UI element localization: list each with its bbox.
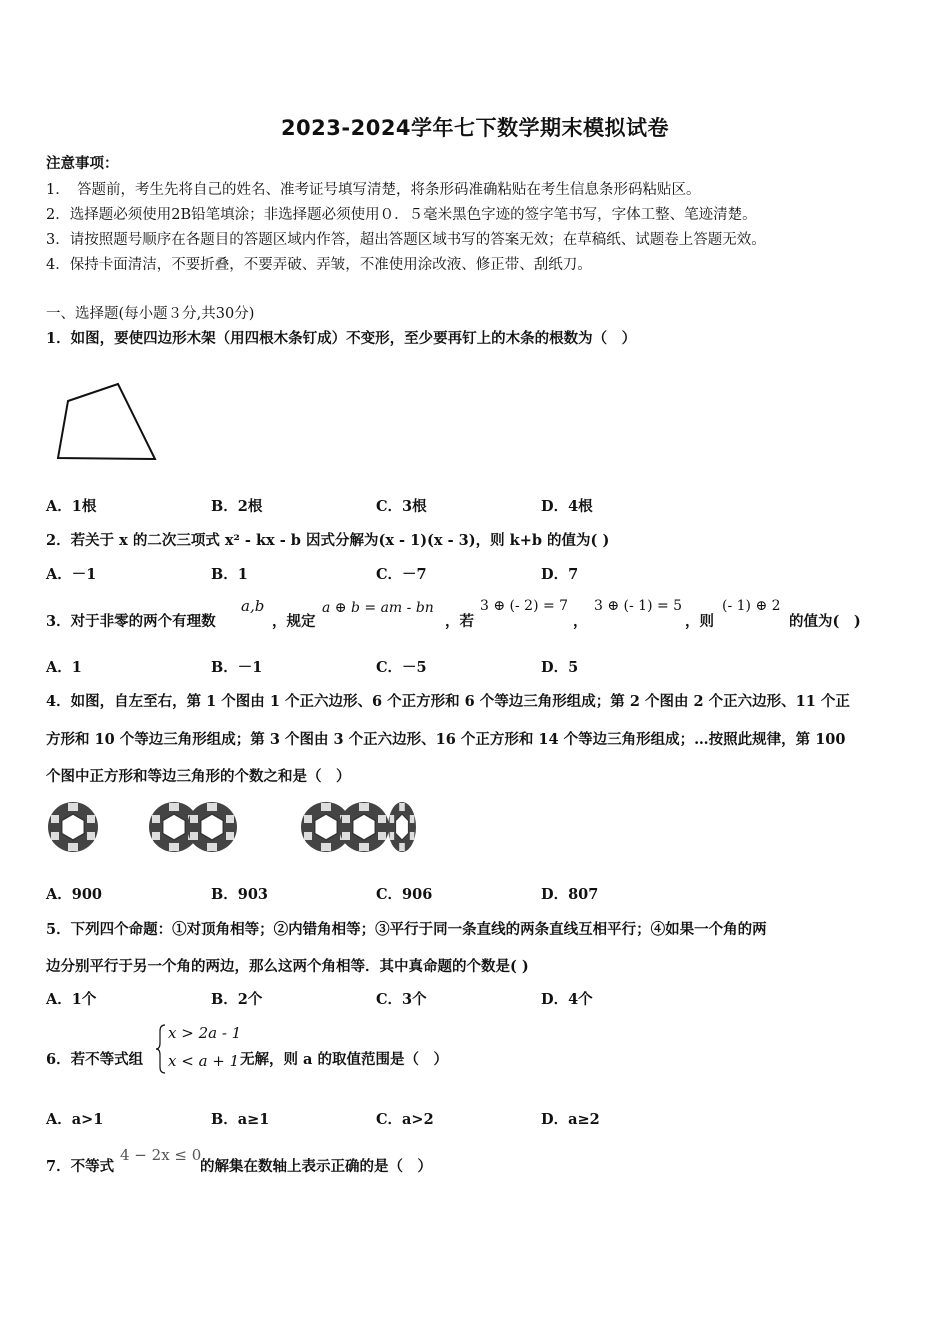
q2-option-c: C．－7 [376, 566, 427, 583]
figure-2 [149, 802, 237, 852]
q3-prefix: 3．对于非零的两个有理数 [46, 613, 216, 630]
notice-item-1: 1． 答题前，考生先将自己的姓名、准考证号填写清楚，将条形码准确粘贴在考生信息条形码粘贴区。 [46, 182, 701, 198]
page-title: 2023-2024学年七下数学期末模拟试卷 [280, 116, 670, 140]
q1-option-a: A．1根 [46, 498, 97, 515]
q3-option-b: B．－1 [211, 659, 263, 676]
q3-option-d: D．5 [541, 659, 579, 676]
q5-option-c: C．3个 [376, 991, 427, 1008]
q5-option-b: B．2个 [211, 991, 263, 1008]
q3-variables: a,b [241, 597, 265, 615]
q4-option-d: D．807 [541, 886, 599, 903]
q3-rule-label: ，规定 [272, 613, 316, 630]
q3-option-c: C．－5 [376, 659, 427, 676]
q1-option-b: B．2根 [211, 498, 263, 515]
notice-item-4: 4．保持卡面清洁，不要折叠，不要弄破、弄皱，不准使用涂改液、修正带、刮纸刀。 [46, 257, 592, 273]
q5-option-a: A．1个 [46, 991, 97, 1008]
figure-3 [301, 802, 416, 852]
q3-condition-1: 3 ⊕ (- 2) = 7 [480, 598, 569, 614]
q2-option-b: B．1 [211, 566, 248, 583]
q7-expression: 4 − 2x ≤ 0 [120, 1146, 202, 1164]
q1-option-d: D．4根 [541, 498, 593, 515]
q5-line-1: 5．下列四个命题：①对顶角相等；②内错角相等；③平行于同一条直线的两条直线互相平行；④如果一个角的两 [46, 921, 767, 938]
q3-suffix: 的值为( ) [789, 613, 861, 630]
q3-then-label: ，则 [685, 613, 714, 630]
q7-suffix: 的解集在数轴上表示正确的是（ ） [200, 1158, 432, 1175]
q4-line-1: 4．如图，自左至右，第 1 个图由 1 个正六边形、6 个正方形和 6 个等边三角形组成；第 2 个图由 2 个正六边形、11 个正 [46, 693, 850, 710]
q5-line-2: 边分别平行于另一个角的两边，那么这两个角相等．其中真命题的个数是( ) [46, 958, 529, 975]
q4-line-3: 个图中正方形和等边三角形的个数之和是（ ） [46, 768, 351, 785]
figure-1 [48, 802, 98, 852]
q6-inequality-2: x < a + 1 [168, 1052, 240, 1070]
q6-inequality-1: x > 2a - 1 [168, 1024, 242, 1042]
q7-prefix: 7．不等式 [46, 1158, 115, 1175]
q3-target: (- 1) ⊕ 2 [722, 598, 781, 614]
section-heading: 一、选择题(每小题３分,共30分) [46, 306, 255, 322]
q4-option-c: C．906 [376, 886, 433, 903]
q6-suffix: 无解，则 a 的取值范围是（ ） [240, 1051, 448, 1068]
q6-prefix: 6．若不等式组 [46, 1051, 144, 1068]
q1-option-c: C．3根 [376, 498, 427, 515]
quadrilateral-figure [52, 378, 164, 466]
q3-rule: a ⊕ b = am - bn [322, 600, 434, 616]
q4-line-2: 方形和 10 个等边三角形组成；第 3 个图由 3 个正六边形、16 个正方形和 14 个等边三角形组成；…按照此规律，第 100 [46, 731, 846, 748]
q4-option-a: A．900 [46, 886, 103, 903]
q3-if-label: ，若 [445, 613, 474, 630]
q3-condition-2: 3 ⊕ (- 1) = 5 [594, 598, 683, 614]
q1-text: 1．如图，要使四边形木架（用四根木条钉成）不变形，至少要再钉上的木条的根数为（ ） [46, 330, 637, 347]
notice-item-2: 2．选择题必须使用2B铅笔填涂；非选择题必须使用０．５毫米黑色字迹的签字笔书写，字体工整、笔迹清楚。 [46, 207, 757, 223]
q6-option-d: D．a≥2 [541, 1111, 600, 1128]
q3-option-a: A．1 [46, 659, 82, 676]
notice-heading: 注意事项： [46, 155, 119, 172]
q3-separator: ， [573, 613, 588, 630]
q5-option-d: D．4个 [541, 991, 593, 1008]
q6-option-a: A．a>1 [46, 1111, 104, 1128]
q2-option-a: A．－1 [46, 566, 97, 583]
q6-option-b: B．a≥1 [211, 1111, 270, 1128]
q4-option-b: B．903 [211, 886, 269, 903]
q2-option-d: D．7 [541, 566, 579, 583]
notice-item-3: 3．请按照题号顺序在各题目的答题区域内作答，超出答题区域书写的答案无效；在草稿纸、试题卷上答题无效。 [46, 232, 766, 248]
q2-text: 2．若关于 x 的二次三项式 x² - kx - b 因式分解为(x - 1)(x - 3)，则 k+b 的值为( ) [46, 532, 610, 549]
hexagon-pattern-figures [44, 796, 416, 858]
q6-option-c: C．a>2 [376, 1111, 434, 1128]
system-brace [155, 1023, 167, 1075]
